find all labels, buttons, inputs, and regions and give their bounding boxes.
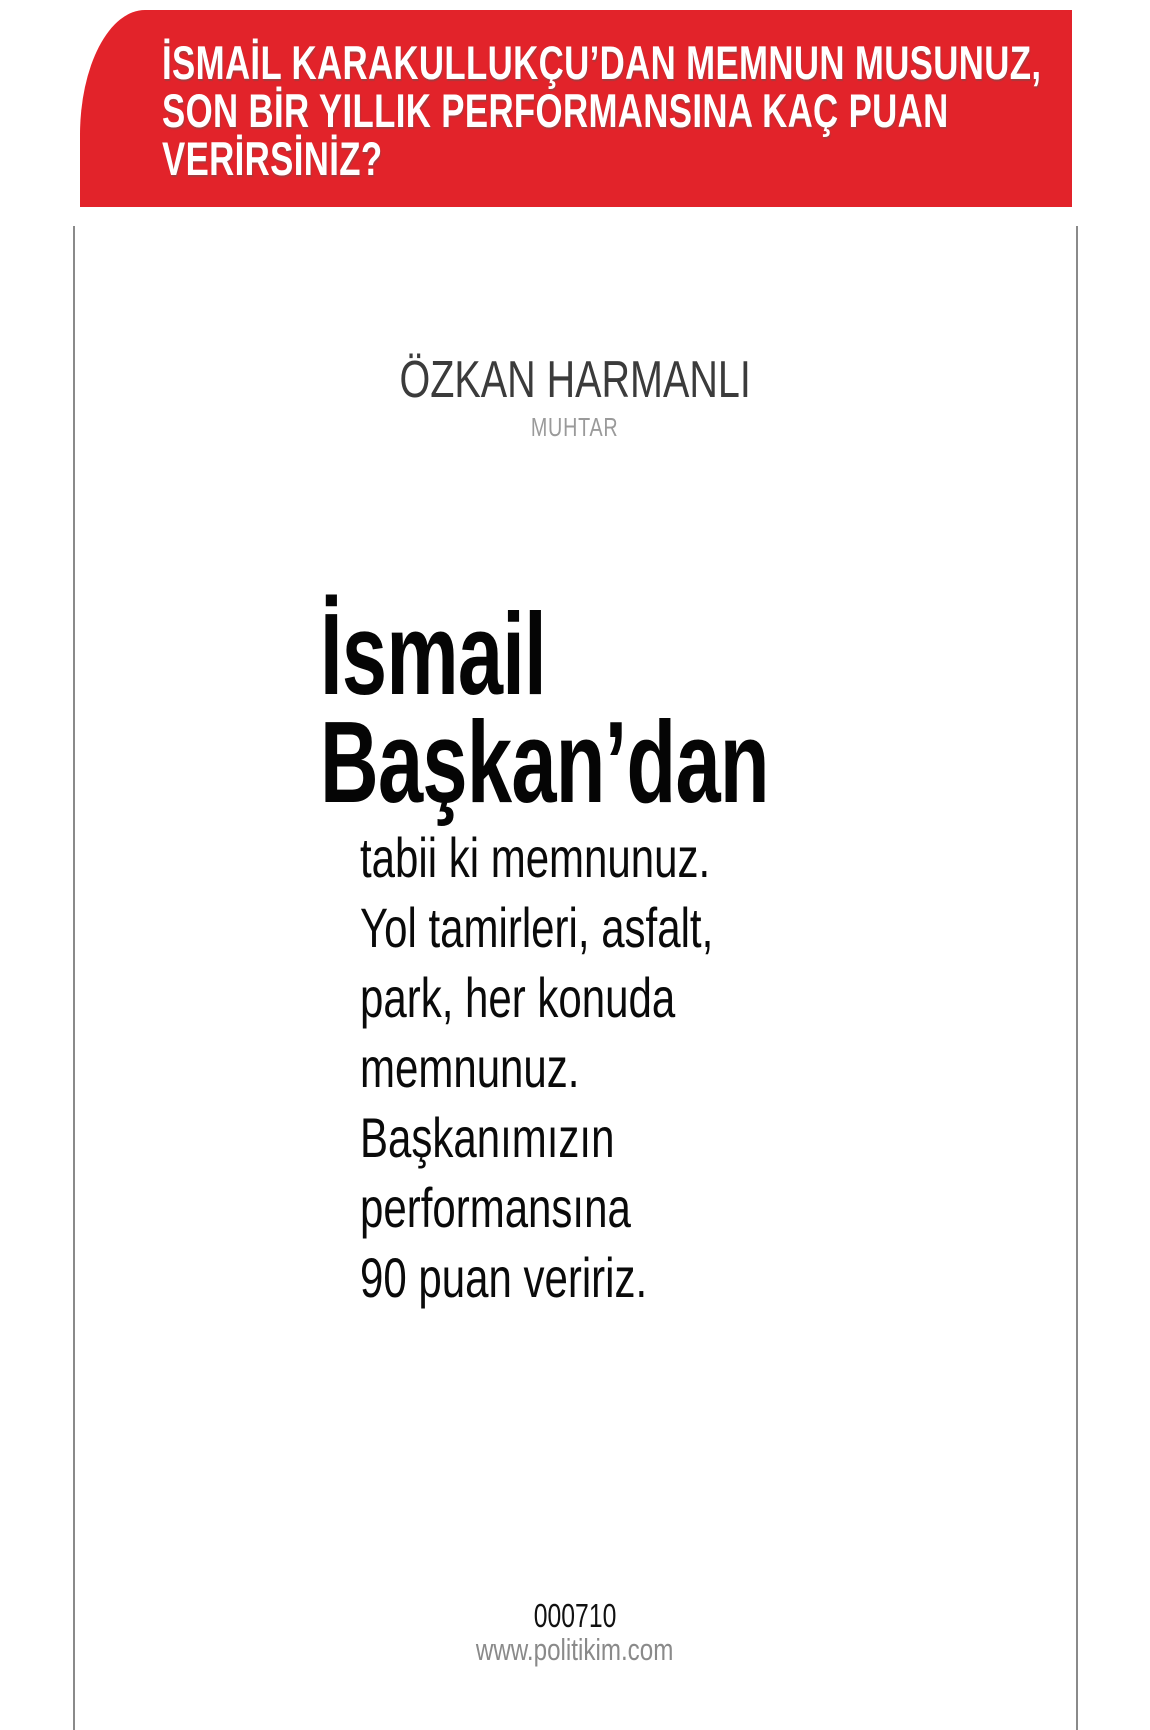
footer-code-row: [75, 1597, 1075, 1635]
quote-body-line: Yol tamirleri, asfalt,: [360, 896, 714, 959]
quote-body: [360, 823, 713, 1313]
banner-title-line-2: SON BİR YILLIK PERFORMANSINA KAÇ PUAN: [162, 84, 949, 137]
quote-headline-line-2: Başkan’dan: [320, 697, 769, 827]
footer-website: www.politikim.com: [476, 1632, 674, 1667]
banner-title-line-3: VERİRSİNİZ?: [162, 132, 383, 185]
footer-code: 000710: [533, 1597, 617, 1634]
author-title-row: [75, 412, 1075, 443]
quote-body-line: 90 puan veririz.: [360, 1246, 648, 1309]
quote-headline-line-1: İsmail: [320, 589, 547, 719]
author-title: MUHTAR: [531, 412, 619, 442]
quote-headline: [320, 589, 769, 827]
quote-body-line: tabii ki memnunuz.: [360, 826, 711, 889]
banner-title-line-1: İSMAİL KARAKULLUKÇU’DAN MEMNUN MUSUNUZ,: [162, 36, 1042, 89]
author-name-row: [75, 352, 1075, 409]
quote-body-line: memnunuz.: [360, 1036, 580, 1099]
quote-body-line: park, her konuda: [360, 966, 676, 1029]
quote-body-line: performansına: [360, 1176, 631, 1239]
left-border-line: [73, 226, 75, 1730]
header-banner: [80, 10, 1072, 207]
right-border-line: [1076, 226, 1078, 1730]
quote-body-line: Başkanımızın: [360, 1106, 615, 1169]
banner-title: [162, 36, 1042, 185]
footer-website-row: [75, 1632, 1075, 1668]
author-name: ÖZKAN HARMANLI: [399, 351, 751, 409]
